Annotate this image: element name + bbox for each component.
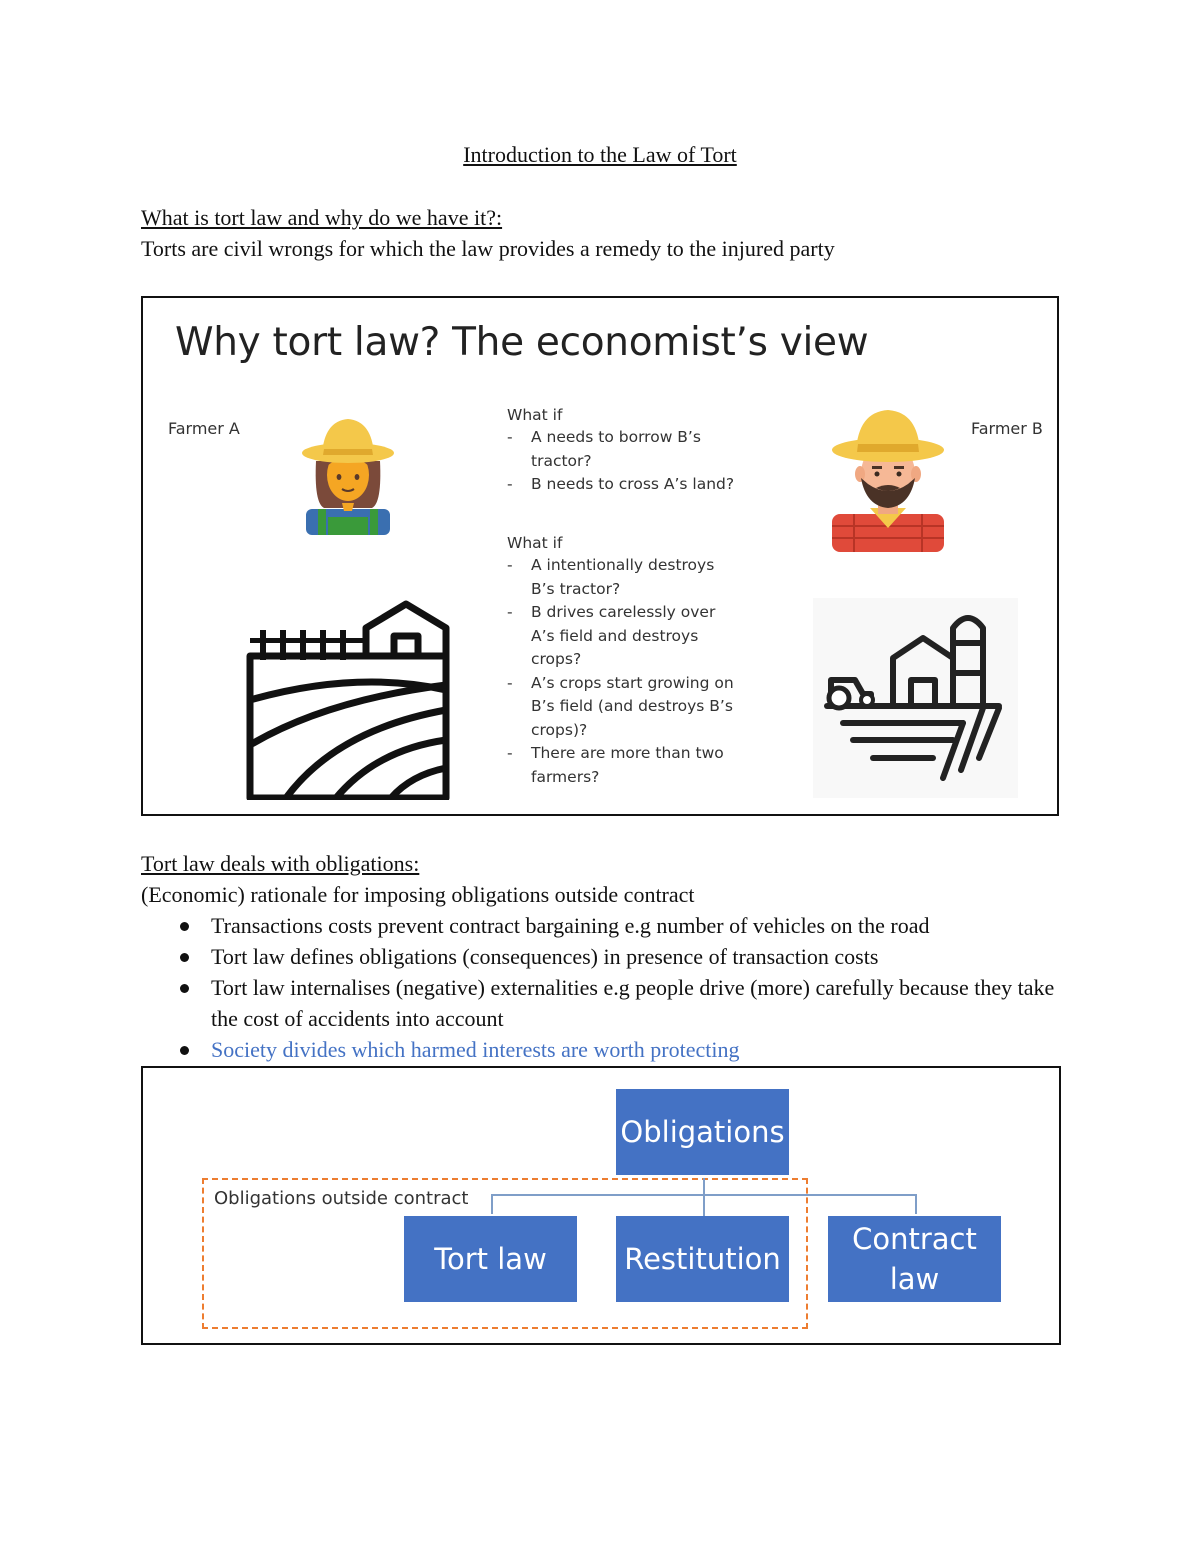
restitution-box: Restitution — [616, 1216, 789, 1302]
slide-title: Why tort law? The economist’s view — [175, 320, 869, 365]
document-title: Introduction to the Law of Tort — [463, 142, 737, 167]
list-item: - B needs to cross A’s land? — [507, 473, 737, 497]
what-if-heading: What if — [507, 534, 563, 552]
farm-tractor-icon — [813, 598, 1018, 798]
what-if-group-2 — [507, 534, 737, 789]
farm-field-icon — [246, 600, 451, 800]
rationale-bullet-list — [178, 910, 1058, 1065]
list-item: - A needs to borrow B’s tractor? — [507, 426, 737, 473]
outside-contract-label: Obligations outside contract — [210, 1188, 472, 1209]
economist-view-slide — [141, 296, 1059, 816]
list-item: - A intentionally destroys B’s tractor? — [507, 554, 737, 601]
list-item: - B drives carelessly over A’s field and destroys crops? — [507, 601, 737, 672]
rationale-intro-text: (Economic) rationale for imposing obligations outside contract — [141, 882, 695, 907]
list-item: Tort law internalises (negative) externalities e.g people drive (more) carefully because they take the cost of accidents into account — [178, 972, 1058, 1034]
farmer-man-icon — [828, 406, 948, 554]
list-item: Tort law defines obligations (consequences) in presence of transaction costs — [178, 941, 1058, 972]
what-if-heading: What if — [507, 406, 563, 424]
list-item: Society divides which harmed interests are worth protecting — [178, 1034, 1058, 1065]
connector-line — [491, 1194, 915, 1196]
what-if-group-1 — [507, 406, 737, 497]
tort-law-box: Tort law — [404, 1216, 577, 1302]
section-heading-obligations: Tort law deals with obligations: — [141, 851, 420, 876]
list-item: - There are more than two farmers? — [507, 742, 737, 789]
obligations-diagram — [141, 1066, 1061, 1345]
farmer-a-label: Farmer A — [168, 419, 240, 438]
tort-definition-text: Torts are civil wrongs for which the law provides a remedy to the injured party — [141, 236, 835, 261]
connector-line — [491, 1194, 493, 1214]
farmer-b-label: Farmer B — [971, 419, 1043, 438]
list-item: - A’s crops start growing on B’s field (and destroys B’s crops)? — [507, 672, 737, 743]
connector-line — [915, 1194, 917, 1214]
farmer-woman-icon — [298, 413, 398, 538]
section-heading-what-is-tort: What is tort law and why do we have it?: — [141, 205, 503, 230]
connector-line — [703, 1178, 705, 1216]
obligations-box: Obligations — [616, 1089, 789, 1175]
list-item: Transactions costs prevent contract bargaining e.g number of vehicles on the road — [178, 910, 1058, 941]
contract-law-box: Contract law — [828, 1216, 1001, 1302]
